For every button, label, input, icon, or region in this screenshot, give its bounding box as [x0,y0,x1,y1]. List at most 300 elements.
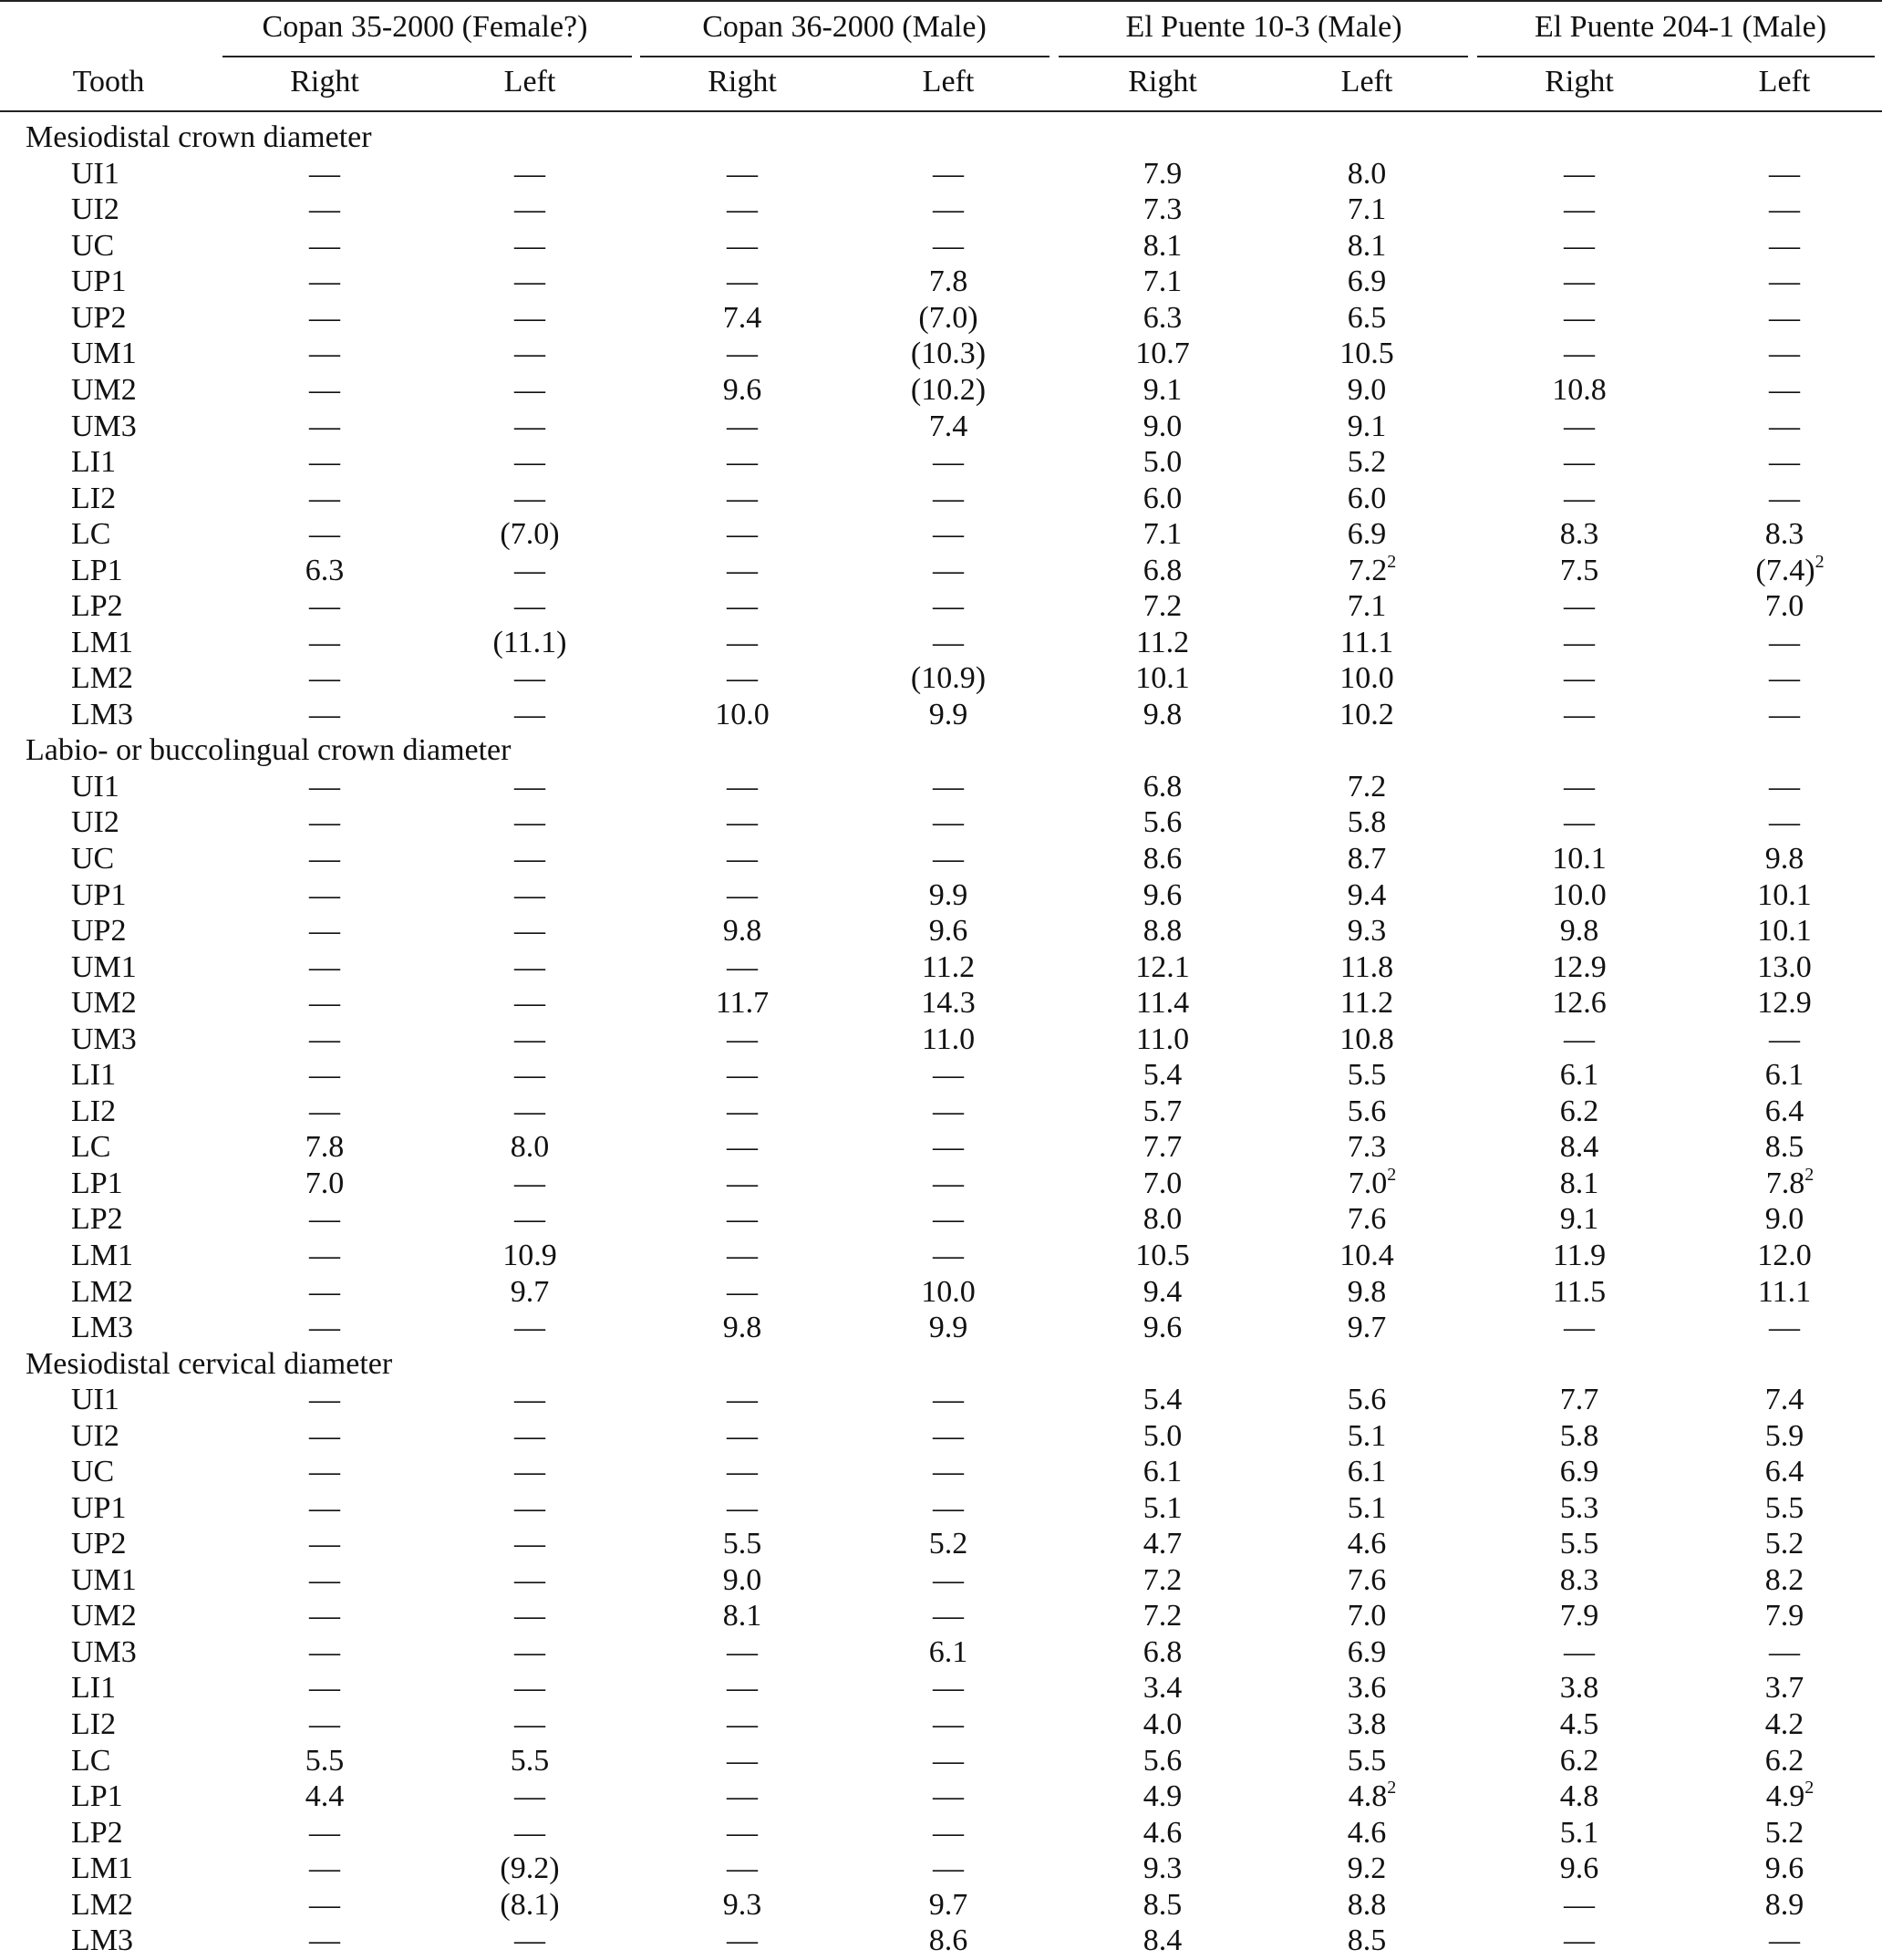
table-cell: — [309,805,340,840]
table-cell: — [1564,264,1595,299]
table-cell: — [1769,1634,1800,1669]
table-cell: — [514,1671,545,1706]
tooth-label: LP2 [71,589,123,624]
table-cell: 11.2 [1135,625,1190,659]
table-cell: 8.3 [1559,1562,1599,1597]
table-cell: 3.7 [1764,1671,1804,1706]
group-underline [640,56,1050,57]
table-cell: 7.1 [1347,589,1387,624]
table-cell: — [933,1455,964,1489]
table-cell: 7.1 [1347,192,1387,227]
table-cell: 4.4 [305,1779,345,1814]
table-row [0,1454,1882,1490]
tooth-label: UI1 [71,156,119,191]
footnote-marker: 2 [1804,1778,1815,1799]
table-cell: — [309,625,340,659]
table-cell: 8.0 [1143,1202,1183,1237]
table-cell: — [727,1671,758,1706]
table-cell: — [309,337,340,371]
table-cell: 10.1 [1552,842,1607,876]
table-cell: 11.5 [1552,1274,1607,1309]
table-cell: — [514,228,545,263]
cell-value: (7.4) [1755,553,1815,587]
table-cell: 8.6 [1143,842,1183,876]
table-row [0,1129,1882,1166]
table-cell: 5.8 [1559,1418,1599,1453]
footnote-marker: 2 [1387,1164,1397,1185]
table-cell: — [933,1238,964,1272]
section-title: Labio- or buccolingual crown diameter [26,733,512,768]
table-cell: — [933,156,964,191]
table-cell: — [309,1527,340,1561]
table-cell: 10.8 [1339,1021,1394,1056]
table-cell: (8.1) [500,1887,560,1922]
table-cell: — [727,1779,758,1814]
table-cell: — [1564,661,1595,696]
table-row [0,1851,1882,1887]
tooth-label: UP1 [71,264,127,299]
table-cell: 7.1 [1143,264,1183,299]
tooth-label: UI1 [71,1383,119,1417]
table-cell: 5.2 [928,1527,968,1561]
table-cell: — [309,1455,340,1489]
table-cell: 10.2 [1339,697,1394,731]
table-cell: — [1769,769,1800,804]
table-cell: 8.8 [1347,1887,1387,1922]
table-cell: — [514,1527,545,1561]
table-cell: 6.2 [1764,1743,1804,1778]
table-cell: 11.4 [1135,986,1190,1021]
table-cell: 9.8 [722,914,762,949]
table-cell: 11.1 [1757,1274,1812,1309]
table-cell: 10.0 [1339,661,1394,696]
table-cell: 8.0 [1347,156,1387,191]
table-cell: — [727,1202,758,1237]
table-cell: — [1564,481,1595,515]
tooth-label: UI1 [71,769,119,804]
table-cell: — [309,842,340,876]
table-cell: — [727,805,758,840]
table-cell: 9.3 [1347,914,1387,949]
table-cell: — [514,156,545,191]
tooth-label: LI1 [71,445,117,480]
table-cell: — [1769,481,1800,515]
table-cell: — [727,1058,758,1093]
table-cell: — [727,1166,758,1200]
table-cell: — [1769,192,1800,227]
table-cell: 7.3 [1143,192,1183,227]
table-cell: 7.2 [1143,1599,1183,1633]
table-row [0,588,1882,625]
table-cell: — [727,192,758,227]
table-cell: 5.0 [1143,1418,1183,1453]
table-cell: 8.5 [1347,1924,1387,1958]
tooth-label: LI2 [71,1706,117,1741]
tooth-label: UP2 [71,300,127,335]
table-cell: — [514,445,545,480]
table-cell: — [933,769,964,804]
group-header-el-puente-204-1: El Puente 204-1 (Male) [1534,10,1827,44]
table-cell: — [933,589,964,624]
table-cell: — [1564,1311,1595,1345]
table-row [0,1670,1882,1706]
tooth-label: LC [71,517,111,552]
table-cell: 6.8 [1143,1634,1183,1669]
table-cell: — [309,1238,340,1272]
table-cell: — [309,192,340,227]
table-cell: — [933,1058,964,1093]
table-cell: 10.8 [1552,373,1607,407]
table-row [0,1598,1882,1634]
table-cell: 6.1 [1143,1455,1183,1489]
table-cell: 12.9 [1757,986,1812,1021]
table-cell: (7.0) [500,517,560,552]
table-cell: — [727,1094,758,1128]
table-cell: — [933,481,964,515]
table-cell: 4.8 [1559,1779,1599,1814]
tooth-label: LI1 [71,1058,117,1093]
cell-value: 4.9 [1765,1779,1805,1814]
table-cell: 12.0 [1757,1238,1812,1272]
table-cell: — [514,661,545,696]
table-cell: — [514,914,545,949]
table-cell: 8.0 [510,1130,550,1165]
table-cell: 9.7 [1347,1311,1387,1345]
table-cell: 9.9 [928,697,968,731]
table-cell: (11.1) [492,625,567,659]
table-cell: 6.1 [1764,1058,1804,1093]
table-cell: — [309,1851,340,1886]
table-cell: 5.6 [1347,1383,1387,1417]
table-cell: — [1769,264,1800,299]
table-cell: — [309,1634,340,1669]
table-row [0,300,1882,337]
table-row [0,372,1882,409]
table-cell: — [514,589,545,624]
table-cell: — [1564,1021,1595,1056]
table-cell: — [514,481,545,515]
table-cell: 5.5 [305,1743,345,1778]
table-cell: — [933,553,964,587]
table-cell: 9.8 [1347,1274,1387,1309]
table-cell: 5.5 [510,1743,550,1778]
table-cell: — [309,661,340,696]
table-cell: 8.4 [1559,1130,1599,1165]
table-cell: 7.8 [305,1130,345,1165]
tooth-label: UC [71,1455,115,1489]
table-row [0,949,1882,986]
table-cell: — [514,1202,545,1237]
table-cell: — [1564,409,1595,443]
table-row [0,1490,1882,1527]
table-cell: — [309,1383,340,1417]
table-cell: — [727,1706,758,1741]
table-cell: — [1564,625,1595,659]
tooth-label: LM1 [71,1238,133,1272]
table-cell: — [727,1418,758,1453]
tooth-label: LM2 [71,1274,133,1309]
table-cell: — [727,409,758,443]
group-header-copan-35: Copan 35-2000 (Female?) [262,10,588,44]
section-header-row [0,119,1882,156]
table-row [0,516,1882,553]
group-header-copan-36: Copan 36-2000 (Male) [702,10,987,44]
group-underline [222,56,632,57]
table-cell: — [1564,192,1595,227]
table-cell: 7.7 [1559,1383,1599,1417]
table-cell: 7.8 [928,264,968,299]
side-header-left: Left [503,65,556,99]
table-cell: 7.0 [305,1166,345,1200]
tooth-label: LP1 [71,1779,123,1814]
table-cell [1349,1166,1397,1202]
table-cell: 7.9 [1764,1599,1804,1633]
table-cell: — [933,1815,964,1850]
table-cell: 6.8 [1143,769,1183,804]
footnote-marker: 2 [1804,1164,1815,1185]
table-cell: — [309,1599,340,1633]
side-header-right: Right [1128,65,1197,99]
table-cell: 9.6 [722,373,762,407]
table-cell: — [1564,156,1595,191]
table-cell: — [933,805,964,840]
table-cell: 9.1 [1347,409,1387,443]
table-cell: — [1769,697,1800,731]
tooth-label: UM1 [71,1562,137,1597]
table-cell: — [1769,337,1800,371]
table-cell: 5.5 [1347,1743,1387,1778]
table-cell: 11.0 [1135,1021,1190,1056]
table-cell: — [309,1058,340,1093]
table-cell: — [514,949,545,984]
table-cell: — [1564,697,1595,731]
table-row [0,841,1882,877]
table-cell: 5.2 [1347,445,1387,480]
table-cell: (10.3) [910,337,987,371]
table-cell: 3.8 [1347,1706,1387,1741]
header-rule [0,110,1882,112]
tooth-label: LM3 [71,1311,133,1345]
tooth-label: UM3 [71,409,137,443]
footnote-marker: 2 [1387,1778,1397,1799]
table-cell: — [309,445,340,480]
table-cell: 8.3 [1559,517,1599,552]
table-row [0,336,1882,372]
table-cell: 5.6 [1347,1094,1387,1128]
table-cell: 6.9 [1347,264,1387,299]
table-cell: 8.3 [1764,517,1804,552]
table-cell: — [1769,409,1800,443]
tooth-label: UI2 [71,192,119,227]
cell-value: 7.8 [1765,1166,1805,1200]
table-cell: — [727,264,758,299]
table-cell: — [309,1490,340,1525]
table-cell: 6.8 [1143,553,1183,587]
table-cell: — [514,1418,545,1453]
section-header-row [0,732,1882,769]
table-cell: — [514,877,545,912]
table-cell: 11.7 [715,986,770,1021]
table-cell: 9.3 [722,1887,762,1922]
table-cell: 7.6 [1347,1202,1387,1237]
table-cell: 10.5 [1339,337,1394,371]
group-underline [1059,56,1468,57]
table-cell: — [514,1058,545,1093]
table-row [0,481,1882,517]
table-cell: 8.1 [1559,1166,1599,1200]
table-cell: 8.8 [1143,914,1183,949]
table-cell: — [933,1202,964,1237]
tooth-label: UP2 [71,914,127,949]
side-header-left: Left [1340,65,1393,99]
table-row [0,1743,1882,1779]
table-row [0,444,1882,481]
group-header-el-puente-10-3: El Puente 10-3 (Male) [1125,10,1402,44]
top-rule [0,0,1882,2]
tooth-label: UM2 [71,986,137,1021]
tooth-label: LC [71,1130,111,1165]
table-cell: 3.6 [1347,1671,1387,1706]
table-row [0,877,1882,914]
tooth-label: UM2 [71,1599,137,1633]
table-cell: — [1564,1924,1595,1958]
table-cell: 5.7 [1143,1094,1183,1128]
table-cell: — [727,1021,758,1056]
table-cell: 7.4 [928,409,968,443]
table-row [0,409,1882,445]
table-cell: 6.9 [1347,517,1387,552]
table-cell: — [727,553,758,587]
table-cell: 10.0 [715,697,770,731]
table-cell: 9.3 [1143,1851,1183,1886]
table-cell: — [727,1383,758,1417]
table-cell: — [514,1311,545,1345]
table-cell: 4.7 [1143,1527,1183,1561]
table-cell: 6.4 [1764,1455,1804,1489]
table-cell: — [1769,1924,1800,1958]
table-cell: — [727,1455,758,1489]
table-cell: 10.1 [1135,661,1190,696]
table-cell: 6.3 [1143,300,1183,335]
table-cell: — [933,1383,964,1417]
table-cell: — [309,1021,340,1056]
table-cell: — [727,1851,758,1886]
table-cell: 9.6 [1143,877,1183,912]
table-row [0,1274,1882,1311]
table-cell: 7.6 [1347,1562,1387,1597]
table-cell: — [727,1634,758,1669]
table-cell: 10.0 [1552,877,1607,912]
table-row [0,1021,1882,1058]
table-cell: 12.1 [1135,949,1190,984]
table-cell: 7.2 [1347,769,1387,804]
table-cell: — [933,1743,964,1778]
table-cell: 9.0 [1347,373,1387,407]
tooth-label: UM1 [71,949,137,984]
tooth-label: UI2 [71,1418,119,1453]
tooth-label: LM3 [71,697,133,731]
table-cell: 9.9 [928,1311,968,1345]
table-cell: 6.1 [928,1634,968,1669]
table-cell: 8.5 [1764,1130,1804,1165]
table-row [0,1815,1882,1851]
table-cell: — [727,1490,758,1525]
table-cell: — [309,1562,340,1597]
table-cell: 9.0 [1143,409,1183,443]
table-cell: 5.1 [1347,1418,1387,1453]
footnote-marker: 2 [1387,551,1397,572]
table-cell: — [1564,228,1595,263]
side-header-right: Right [1545,65,1614,99]
table-cell: — [727,156,758,191]
table-cell: — [1769,156,1800,191]
table-cell: — [727,1743,758,1778]
table-cell: — [309,769,340,804]
table-cell: 7.0 [1143,1166,1183,1200]
table-cell: 4.6 [1347,1527,1387,1561]
table-cell: — [309,1706,340,1741]
table-cell: 9.0 [722,1562,762,1597]
table-cell: — [1769,373,1800,407]
table-row [0,1526,1882,1562]
section-header-row [0,1346,1882,1383]
table-cell: — [514,1924,545,1958]
table-row [0,1238,1882,1274]
table-cell: 11.8 [1339,949,1394,984]
table-row [0,1779,1882,1815]
tooth-label: UC [71,842,115,876]
table-cell: — [1564,769,1595,804]
table-cell: — [309,228,340,263]
table-cell: 6.4 [1764,1094,1804,1128]
table-row [0,1923,1882,1959]
table-cell: 10.4 [1339,1238,1394,1272]
table-cell: — [933,192,964,227]
table-cell: — [309,1274,340,1309]
table-cell: — [727,949,758,984]
table-row [0,660,1882,697]
table-cell: 5.5 [722,1527,762,1561]
table-row [0,1706,1882,1743]
table-cell: — [933,517,964,552]
tooth-label: UM1 [71,337,137,371]
table-cell: — [727,1238,758,1272]
table-cell: — [727,625,758,659]
table-cell: — [514,805,545,840]
table-cell: — [727,1274,758,1309]
table-cell: 5.6 [1143,1743,1183,1778]
table-row [0,697,1882,733]
table-cell: 7.4 [722,300,762,335]
table-cell: 9.2 [1347,1851,1387,1886]
table-row [0,769,1882,805]
table-cell: 9.8 [722,1311,762,1345]
table-cell: 14.3 [921,986,976,1021]
table-cell: 5.1 [1559,1815,1599,1850]
table-cell: 10.1 [1757,877,1812,912]
table-cell: — [933,1166,964,1200]
side-header-right: Right [708,65,777,99]
table-cell: 6.0 [1347,481,1387,515]
table-cell: — [1769,661,1800,696]
table-cell: 11.0 [921,1021,976,1056]
table-cell: 9.4 [1143,1274,1183,1309]
table-cell: 9.7 [928,1887,968,1922]
table-cell [1349,553,1397,589]
table-cell: — [727,842,758,876]
table-row [0,1382,1882,1418]
table-cell: 11.2 [921,949,976,984]
